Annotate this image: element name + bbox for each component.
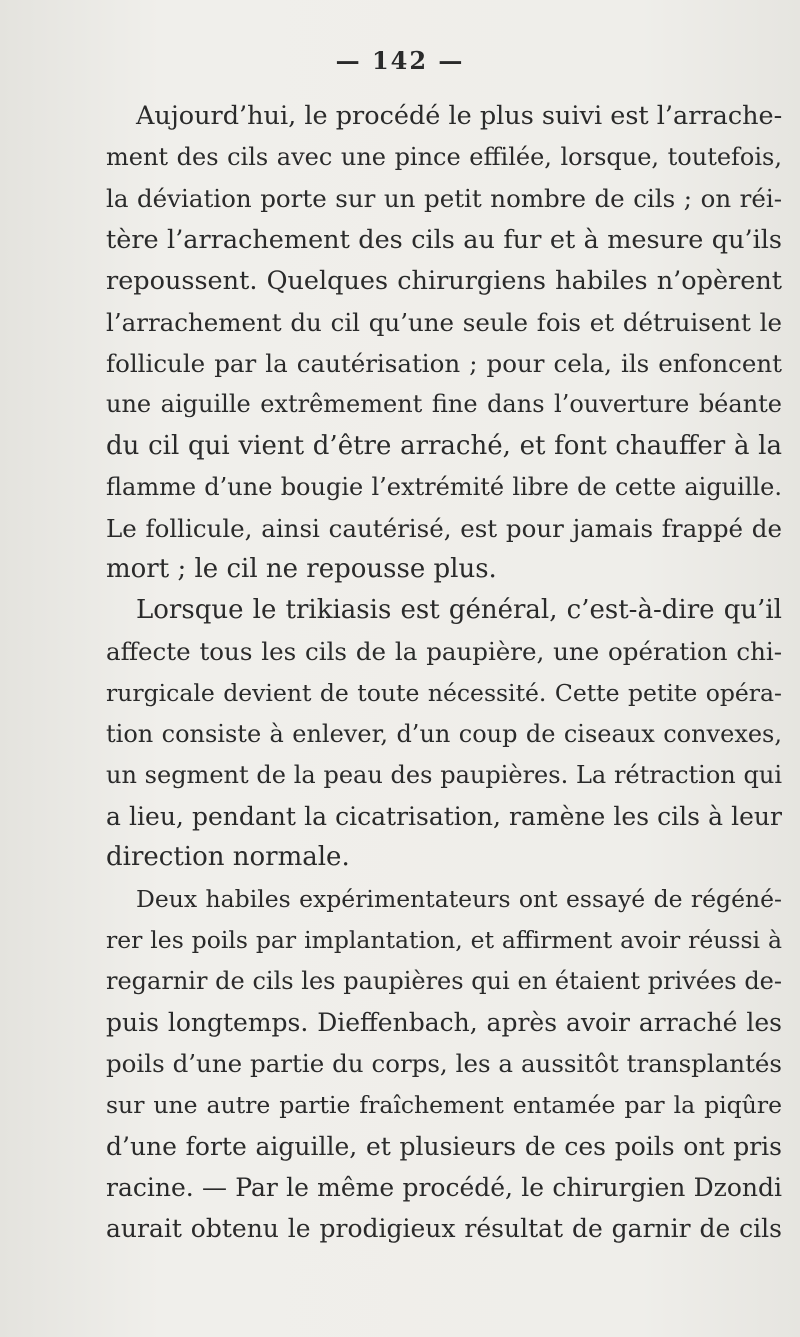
text-line: mort ; le cil ne repousse plus.: [106, 554, 497, 585]
text-line: sur une autre partie fraîchement entamée par la piqûre: [106, 1090, 782, 1119]
text-line: repoussent. Quelques chirurgiens habiles n’opèrent: [106, 265, 782, 296]
text-line: direction normale.: [106, 842, 350, 873]
paragraph-2: [106, 590, 782, 878]
text-line: racine. — Par le même procédé, le chirurgien Dzondi: [106, 1172, 782, 1202]
text-line: ment des cils avec une pince effilée, lorsque, toutefois,: [106, 143, 782, 172]
text-line: l’arrachement du cil qu’une seule fois et détruisent le: [106, 307, 782, 337]
text-line: rurgicale devient de toute nécessité. Cette petite opéra-: [106, 678, 782, 707]
text-line: tère l’arrachement des cils au fur et à mesure qu’ils: [106, 224, 782, 255]
text-line: Deux habiles expérimentateurs ont essayé de régéné-: [136, 884, 782, 913]
text-line: affecte tous les cils de la paupière, une opération chi-: [106, 637, 782, 667]
text-line: poils d’une partie du corps, les a aussitôt transplantés: [106, 1049, 782, 1079]
paragraph-1: [106, 96, 782, 590]
text-line: du cil qui vient d’être arraché, et font chauffer à la: [106, 430, 782, 461]
text-line: une aiguille extrêmement fine dans l’ouverture béante: [106, 390, 782, 419]
text-line: flamme d’une bougie l’extrémité libre de cette aiguille.: [106, 472, 782, 501]
text-line: follicule par la cautérisation ; pour cela, ils enfoncent: [106, 349, 782, 379]
text-line: tion consiste à enlever, d’un coup de ciseaux convexes,: [106, 719, 782, 748]
text-line: un segment de la peau des paupières. La rétraction qui: [106, 761, 782, 789]
text-line: puis longtemps. Dieffenbach, après avoir arraché les: [106, 1008, 782, 1038]
text-line: Aujourd’hui, le procédé le plus suivi est l’arrache-: [136, 101, 783, 131]
paragraph-3: [106, 879, 782, 1250]
text-line: Lorsque le trikiasis est général, c’est-à-dire qu’il: [136, 595, 782, 626]
text-line: a lieu, pendant la cicatrisation, ramène les cils à leur: [106, 802, 782, 832]
text-line: d’une forte aiguille, et plusieurs de ces poils ont pris: [106, 1131, 782, 1161]
text-line: aurait obtenu le prodigieux résultat de garnir de cils: [106, 1214, 782, 1244]
page-body: [106, 96, 782, 1249]
text-line: Le follicule, ainsi cautérisé, est pour jamais frappé de: [106, 513, 782, 543]
text-line: rer les poils par implantation, et affirment avoir réussi à: [106, 925, 782, 954]
text-line: regarnir de cils les paupières qui en étaient privées de-: [106, 966, 782, 995]
page-number: — 142 —: [335, 46, 465, 75]
text-line: la déviation porte sur un petit nombre de cils ; on réi-: [106, 184, 782, 214]
